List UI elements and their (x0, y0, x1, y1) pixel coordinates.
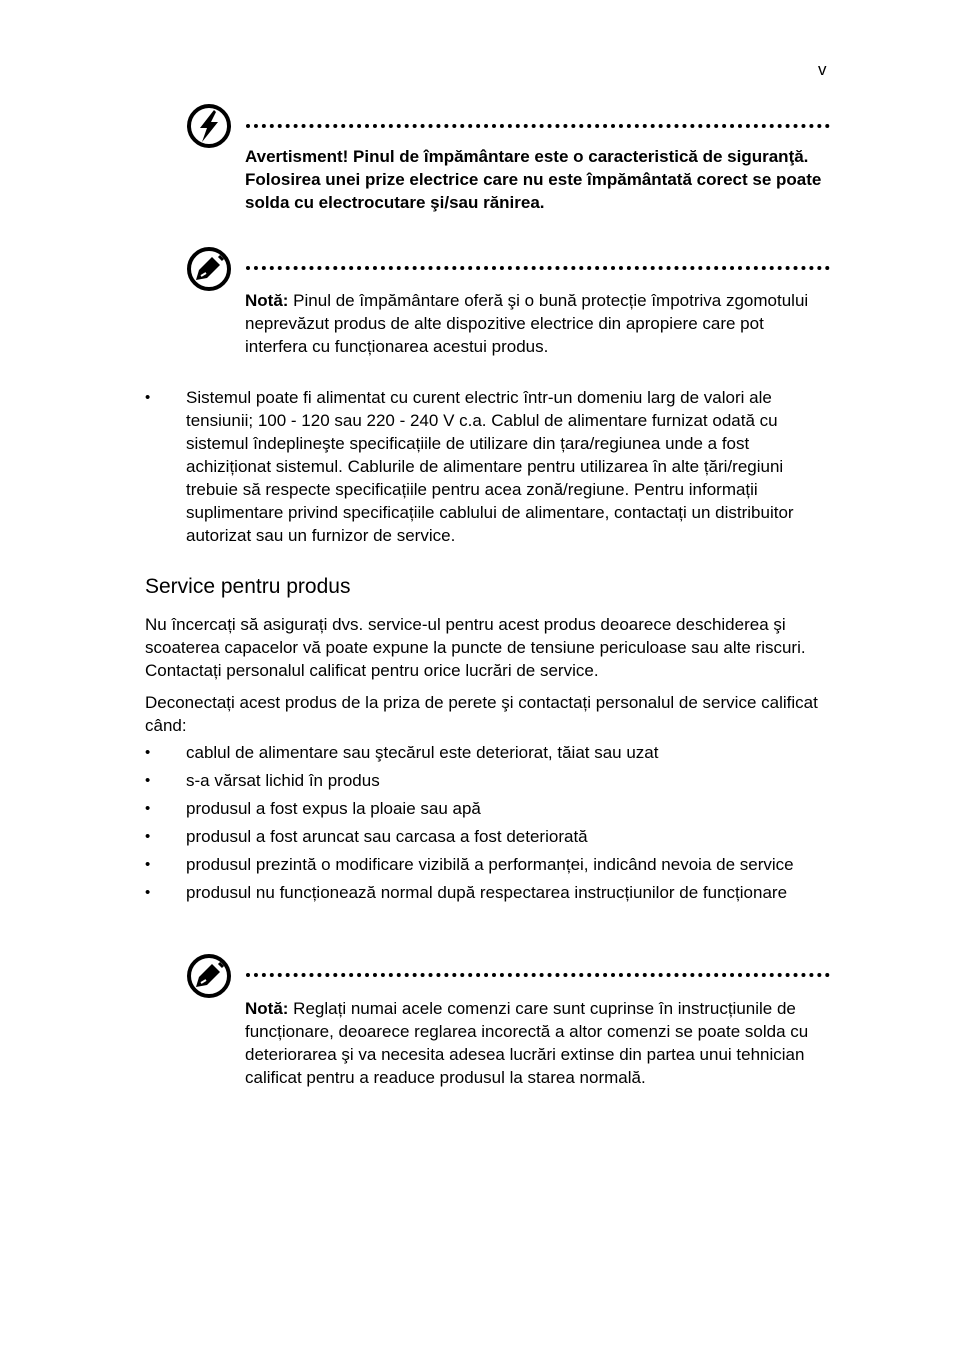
warning-lightning-icon (186, 103, 232, 149)
note-pen-icon (186, 953, 232, 999)
note-label: Notă: (245, 999, 289, 1018)
bullet-glyph: • (145, 389, 151, 406)
note-label: Notă: (245, 291, 289, 310)
paragraph: Nu încercați să asigurați dvs. service-ul pentru acest produs deoarece deschiderea şi scoaterea capacelor vă poate expune la puncte de tensiune periculoase sau alte riscuri. Contactați personalul calificat pentru orice lucrări de service. (145, 615, 806, 680)
service-conditions-list (145, 741, 835, 904)
dotted-divider (246, 973, 830, 977)
bullet-glyph: • (145, 800, 151, 817)
note-callout (186, 246, 830, 361)
list-item (145, 825, 835, 848)
warning-text: Avertisment! Pinul de împământare este o caracteristică de siguranţă. Folosirea unei prize electrice care nu este împământată corect se poate solda cu electrocutare şi/sau rănirea. (245, 147, 822, 212)
list-item-text: cablul de alimentare sau ştecărul este deteriorat, tăiat sau uzat (186, 743, 659, 762)
bullet-glyph: • (145, 772, 151, 789)
note-body: Reglați numai acele comenzi care sunt cuprinse în instrucțiunile de funcționare, deoarece reglarea incorectă a altor comenzi se poate solda cu deteriorarea şi va necesita adesea lucrări extinse din partea unui tehnician calificat pentru a readuce produsul la starea normală. (245, 999, 809, 1087)
list-item-text: produsul nu funcționează normal după respectarea instrucțiunilor de funcționare (186, 883, 788, 902)
bullet-glyph: • (145, 856, 151, 873)
warning-callout (186, 103, 830, 243)
section-title: Service pentru produs (145, 575, 351, 598)
note-pen-icon (186, 246, 232, 292)
dotted-divider (246, 266, 830, 270)
power-bullet-list (145, 386, 835, 547)
paragraph: Deconectați acest produs de la priza de perete şi contactați personalul de service calificat când: (145, 693, 818, 735)
list-item (145, 881, 835, 904)
note-text (245, 997, 830, 1089)
page-number: v (818, 60, 827, 79)
note-text (245, 289, 830, 358)
bullet-glyph: • (145, 744, 151, 761)
list-item (145, 797, 835, 820)
list-item (145, 769, 835, 792)
bullet-glyph: • (145, 828, 151, 845)
list-item-text: s-a vărsat lichid în produs (186, 771, 380, 790)
list-item-text: produsul a fost expus la ploaie sau apă (186, 799, 481, 818)
dotted-divider (246, 124, 830, 128)
list-item (145, 386, 835, 547)
list-item-text: produsul a fost aruncat sau carcasa a fost deteriorată (186, 827, 588, 846)
note-body: Pinul de împământare oferă şi o bună protecție împotriva zgomotului neprevăzut produs de alte dispozitive electrice din apropiere care pot interfera cu funcționarea acestui produs. (245, 291, 809, 356)
bullet-glyph: • (145, 884, 151, 901)
list-item-text: Sistemul poate fi alimentat cu curent electric într-un domeniu larg de valori ale tensiunii; 100 - 120 sau 220 - 240 V c.a. Cablul de alimentare furnizat odată cu sistemul îndeplineşte specificațiile de utilizare din țara/regiunea unde a fost achiziționat sistemul. Cablurile de alimentare pentru utilizarea în alte țări/regiuni trebuie să respecte specificațiile pentru acea zonă/regiune. Pentru informații suplimentare privind specificațiile cablului de alimentare, contactați un distribuitor autorizat sau un furnizor de service. (186, 388, 794, 545)
note-callout (186, 953, 830, 1093)
list-item-text: produsul prezintă o modificare vizibilă a performanței, indicând nevoia de service (186, 855, 794, 874)
list-item (145, 853, 835, 876)
list-item (145, 741, 835, 764)
